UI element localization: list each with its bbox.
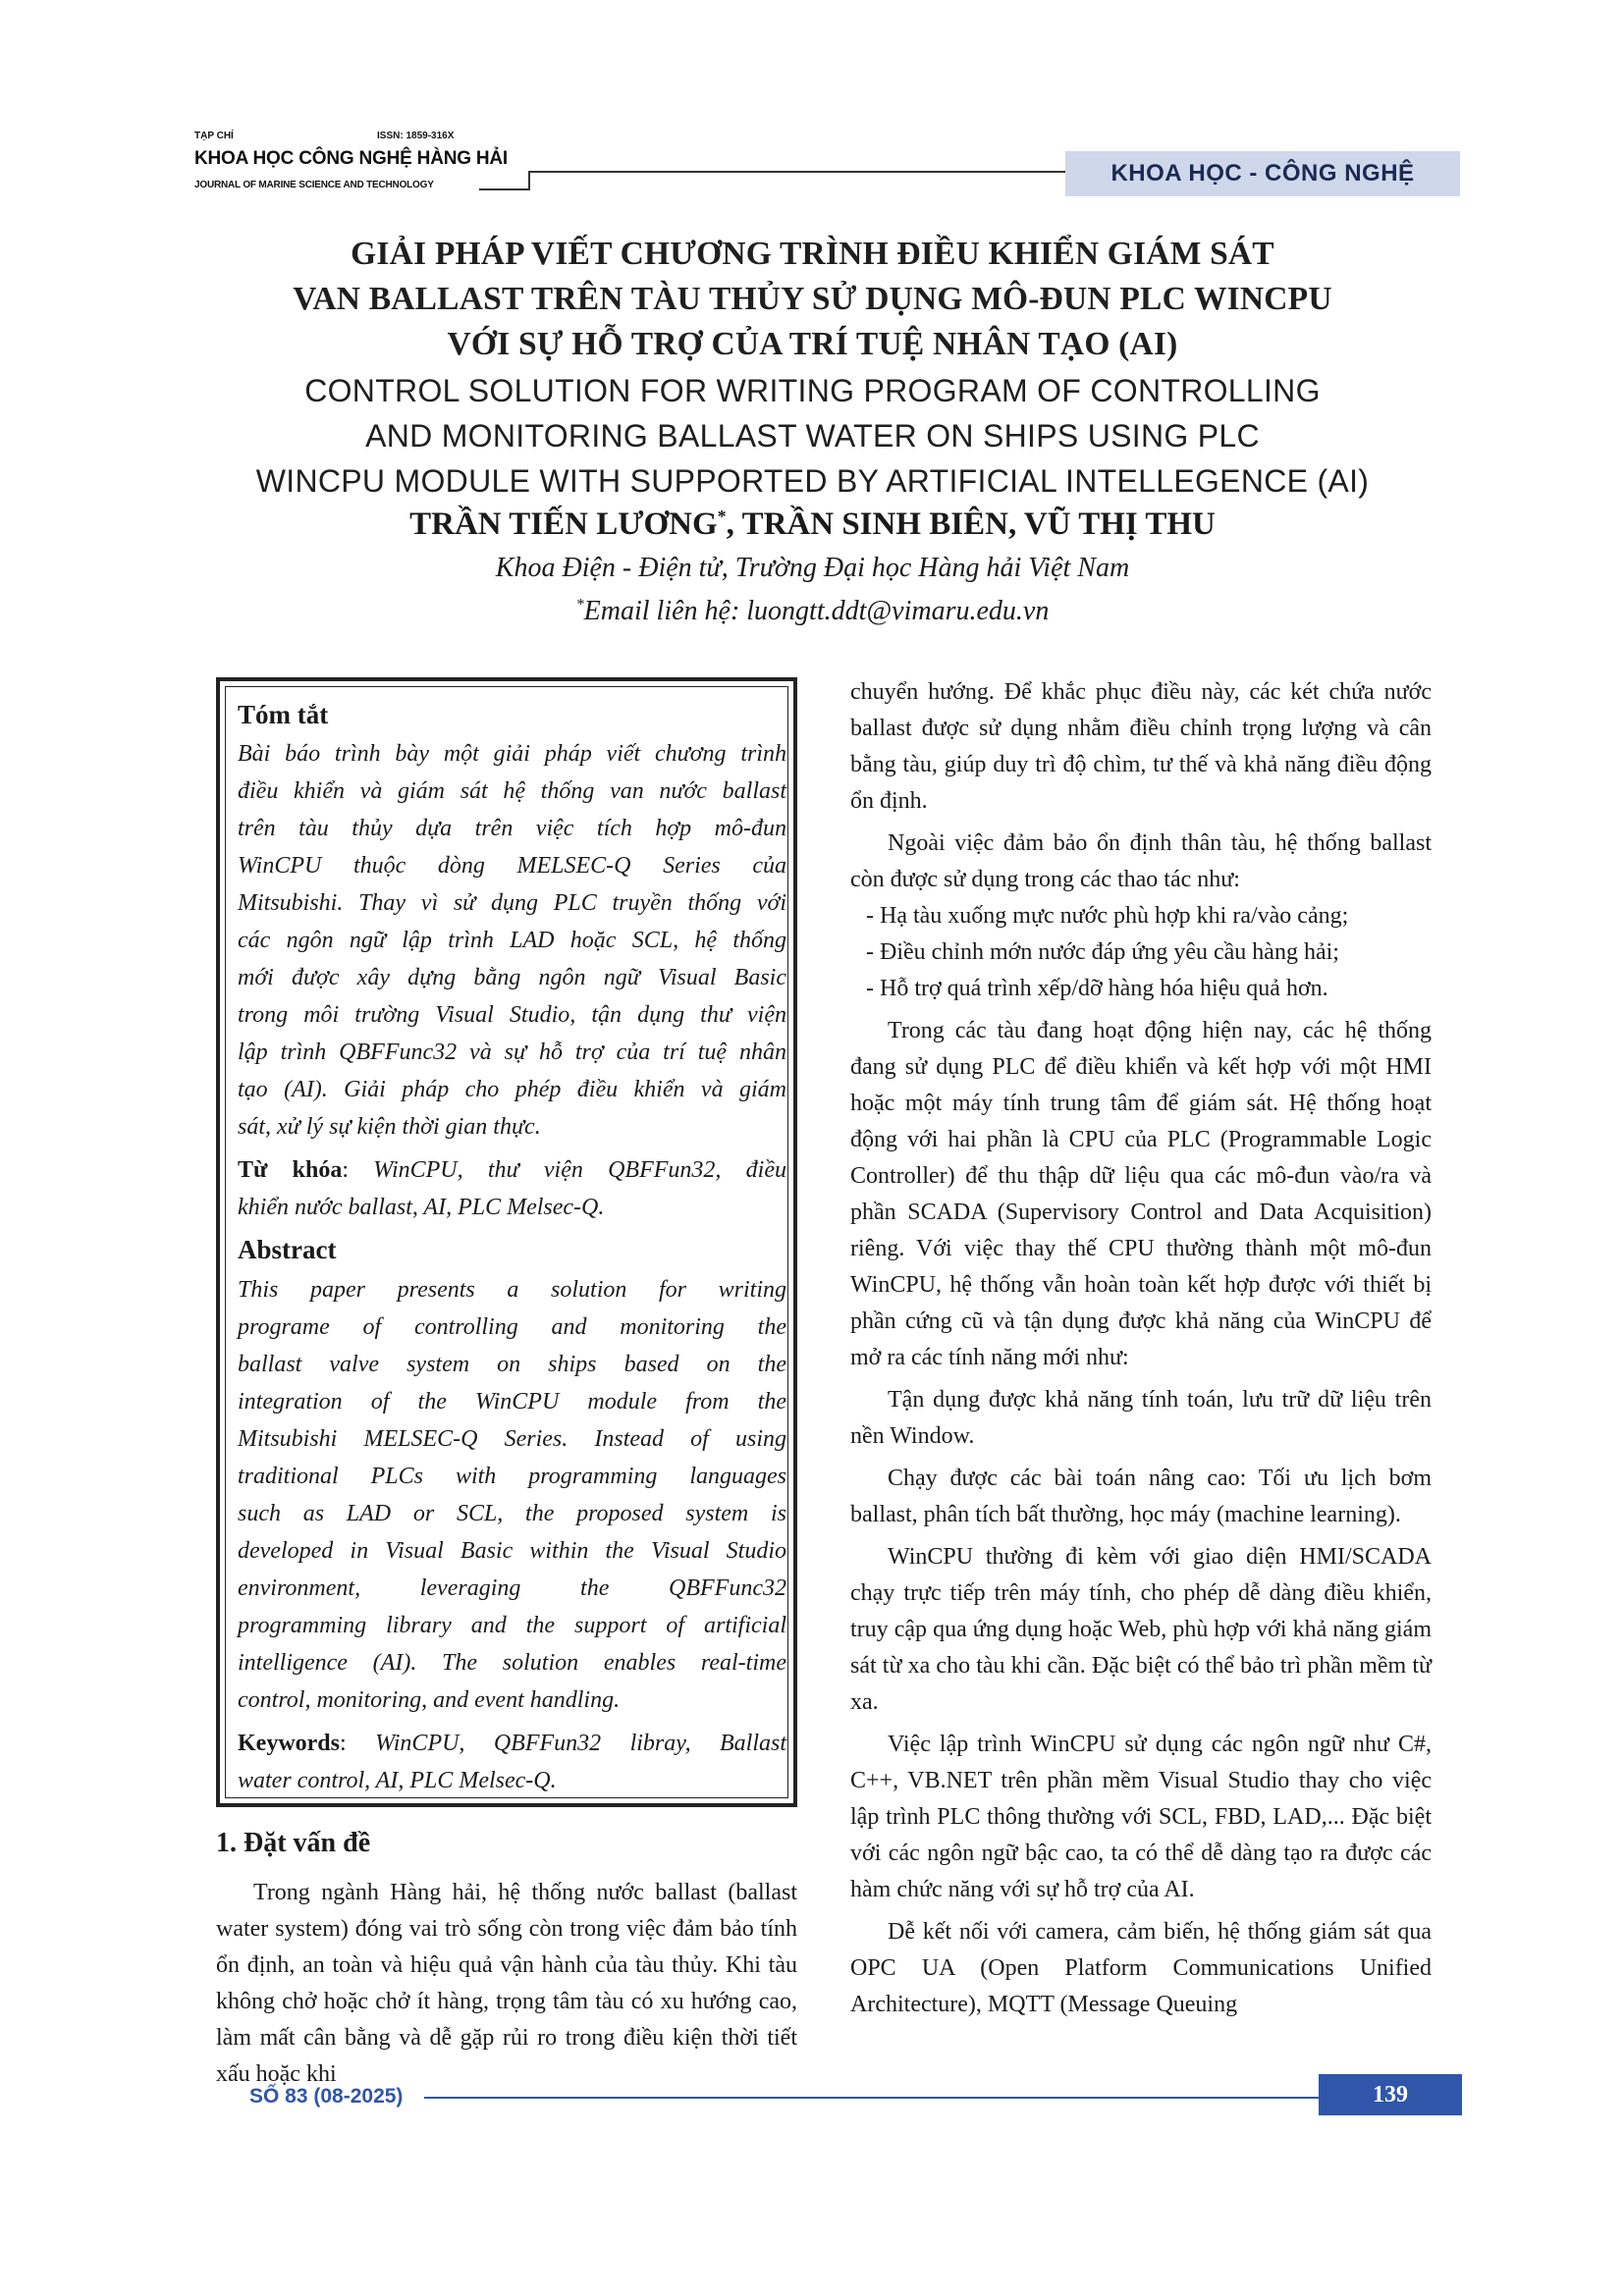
issue-number: SỐ 83 (08-2025) [249, 2085, 404, 2108]
page-number: 139 [1319, 2074, 1462, 2115]
journal-name: KHOA HỌC CÔNG NGHỆ HÀNG HẢI [194, 148, 509, 169]
title-vn-line-2: VAN BALLAST TRÊN TÀU THỦY SỬ DỤNG MÔ-ĐUN PLC WINCPU [293, 281, 1332, 317]
corresponding-mark: * [717, 507, 727, 526]
abstract-line: intelligence (AI). The solution enables real-time [238, 1650, 786, 1676]
list-item: - Hạ tàu xuống mực nước phù hợp khi ra/vào cảng; [850, 898, 1432, 934]
issn: ISSN: 1859-316X [377, 131, 455, 141]
title-vn-line-3: VỚI SỰ HỖ TRỢ CỦA TRÍ TUỆ NHÂN TẠO (AI) [447, 326, 1178, 362]
abstract-line: environment, leveraging the QBFFunc32 [238, 1575, 786, 1601]
keywords-en-label: Keywords [238, 1731, 340, 1756]
abstract-line: ballast valve system on ships based on the [238, 1352, 786, 1377]
email-text: Email liên hệ: luongtt.ddt@vimaru.edu.vn [583, 596, 1050, 626]
list-item: - Hỗ trợ quá trình xếp/dỡ hàng hóa hiệu quả hơn. [850, 971, 1432, 1007]
tomtat-heading: Tóm tắt [238, 700, 329, 729]
body-paragraph: Dễ kết nối với camera, cảm biến, hệ thống giám sát qua OPC UA (Open Platform Communications Unified Architecture), MQTT (Message Queuing [850, 1919, 1432, 2017]
journal-name-en: JOURNAL OF MARINE SCIENCE AND TECHNOLOGY [194, 180, 434, 190]
title-en-line-3: WINCPU MODULE WITH SUPPORTED BY ARTIFICIAL INTELLEGENCE (AI) [255, 463, 1370, 499]
affiliation: Khoa Điện - Điện tử, Trường Đại học Hàng hải Việt Nam [495, 553, 1130, 583]
title-en-line-1: CONTROL SOLUTION FOR WRITING PROGRAM OF CONTROLLING [304, 373, 1321, 408]
tomtat-line: lập trình QBFFunc32 và sự hỗ trợ của trí tuệ nhân [238, 1040, 786, 1065]
author-others: , TRẦN SINH BIÊN, VŨ THỊ THU [726, 507, 1216, 542]
tomtat-line: tạo (AI). Giải pháp cho phép điều khiển và giám [238, 1077, 786, 1102]
authors [196, 507, 1429, 543]
footer-rule [424, 2097, 1320, 2099]
abstract-line: traditional PLCs with programming languages [238, 1464, 786, 1489]
title-vn-line-1: GIẢI PHÁP VIẾT CHƯƠNG TRÌNH ĐIỀU KHIỂN GIÁM SÁT [351, 236, 1274, 272]
section-heading: 1. Đặt vấn đề [216, 1828, 371, 1858]
tomtat-line: điều khiển và giám sát hệ thống van nước ballast [238, 778, 786, 804]
keywords-vn-values: WinCPU, thư viện QBFFun32, điều [373, 1157, 786, 1183]
abstract-line: Mitsubishi MELSEC-Q Series. Instead of using [238, 1426, 786, 1452]
body-paragraph: Tận dụng được khả năng tính toán, lưu trữ dữ liệu trên nền Window. [850, 1387, 1432, 1449]
abstract-line: integration of the WinCPU module from the [238, 1389, 786, 1415]
body-paragraph: WinCPU thường đi kèm với giao diện HMI/SCADA chạy trực tiếp trên máy tính, cho phép dễ dàng điều khiển, truy cập qua ứng dụng hoặc Web, phù hợp với khả năng giám sát từ xa cho tàu khi cần. Đặc biệt có thể bảo trì phần mềm từ xa. [850, 1544, 1432, 1715]
abstract-line: programming library and the support of artificial [238, 1613, 786, 1638]
keywords-en [238, 1725, 786, 1799]
tomtat-line: mới được xây dựng bằng ngôn ngữ Visual Basic [238, 965, 786, 990]
body-paragraph: chuyển hướng. Để khắc phục điều này, các két chứa nước ballast được sử dụng nhằm điều chỉnh trọng lượng và cân bằng tàu, giúp duy trì độ chìm, tư thế và khả năng điều động ổn định. [850, 679, 1432, 814]
tomtat-line: Bài báo trình bày một giải pháp viết chương trình [238, 741, 786, 767]
abstract-line: programe of controlling and monitoring the [238, 1314, 786, 1340]
tomtat-line: trên tàu thủy dựa trên việc tích hợp mô-đun [238, 816, 786, 841]
abstract-heading: Abstract [238, 1235, 337, 1264]
abstract-line: This paper presents a solution for writing [238, 1277, 786, 1303]
body-paragraph: Trong ngành Hàng hải, hệ thống nước ballast (ballast water system) đóng vai trò sống còn trong việc đảm bảo tính ổn định, an toàn và hiệu quả vận hành của tàu thủy. Khi tàu không chở hoặc chở ít hàng, trọng tâm tàu có xu hướng cao, làm mất cân bằng và dễ gặp rủi ro trong điều kiện thời tiết xấu hoặc khi [216, 1880, 797, 2087]
abstract-box-content [238, 694, 786, 1799]
keywords-vn-label: Từ khóa [238, 1157, 343, 1183]
right-column [850, 674, 1432, 2023]
keywords-en-values: WinCPU, QBFFun32 libray, Ballast [375, 1731, 787, 1756]
body-paragraph: Trong các tàu đang hoạt động hiện nay, các hệ thống đang sử dụng PLC để điều khiển và kết hợp với một HMI hoặc một máy tính trung tâm để giám sát. Hệ thống hoạt động với hai phần là CPU của PLC (Programmable Logic Controller) để thu thập dữ liệu qua các mô-đun vào/ra và phần SCADA (Supervisory Control and Data Acquisition) riêng. Với việc thay thế CPU thường thành một mô-đun WinCPU, hệ thống vẫn hoàn toàn kết hợp được với thiết bị phần cứng cũ và tận dụng được khả năng của WinCPU để mở ra các tính năng mới như: [850, 1018, 1432, 1370]
abstract-line: developed in Visual Basic within the Visual Studio [238, 1538, 786, 1564]
author-main: TRẦN TIẾN LƯƠNG [409, 507, 718, 542]
title-en-line-2: AND MONITORING BALLAST WATER ON SHIPS USING PLC [365, 418, 1260, 454]
tomtat-line: Mitsubishi. Thay vì sử dụng PLC truyền thống với [238, 890, 786, 916]
bullet-list [850, 898, 1432, 1007]
journal-label: TẠP CHÍ [194, 131, 234, 141]
tomtat-line: sát, xử lý sự kiện thời gian thực. [238, 1114, 541, 1140]
contact-email [196, 596, 1429, 627]
keywords-vn-line: Từ khóa: WinCPU, thư viện QBFFun32, điều [238, 1157, 786, 1183]
keywords-vn [238, 1151, 786, 1226]
email-mark: * [575, 596, 584, 614]
tomtat-line: WinCPU thuộc dòng MELSEC-Q Series của [238, 853, 786, 879]
list-item: - Điều chỉnh mớn nước đáp ứng yêu cầu hàng hải; [850, 934, 1432, 971]
abstract-line: such as LAD or SCL, the proposed system is [238, 1501, 786, 1526]
header-rule-long [528, 171, 1066, 173]
abstract-text [238, 1271, 786, 1719]
abstract-line: control, monitoring, and event handling. [238, 1687, 621, 1713]
body-paragraph: Việc lập trình WinCPU sử dụng các ngôn ngữ như C#, C++, VB.NET trên phần mềm Visual Studio thay cho việc lập trình PLC thông thường với SCL, FBD, LAD,... Đặc biệt với các ngôn ngữ bậc cao, ta có thể dễ dàng tạo ra được các hàm chức năng với sự hỗ trợ của AI. [850, 1732, 1432, 1902]
keywords-vn-line: khiển nước ballast, AI, PLC Melsec-Q. [238, 1195, 605, 1220]
keywords-en-line: Keywords: WinCPU, QBFFun32 libray, Ballast [238, 1731, 787, 1756]
header-rule-step [528, 171, 530, 190]
tomtat-line: các ngôn ngữ lập trình LAD hoặc SCL, hệ thống [238, 928, 786, 953]
section-badge: KHOA HỌC - CÔNG NGHỆ [1065, 151, 1460, 196]
body-paragraph: Chạy được các bài toán nâng cao: Tối ưu lịch bơm ballast, phân tích bất thường, học máy (machine learning). [850, 1466, 1432, 1527]
keywords-en-line: water control, AI, PLC Melsec-Q. [238, 1768, 557, 1793]
tomtat-text [238, 735, 786, 1146]
body-paragraph: Ngoài việc đảm bảo ổn định thân tàu, hệ thống ballast còn được sử dụng trong các thao tác như: [850, 830, 1432, 892]
header-rule [479, 188, 530, 190]
tomtat-line: trong môi trường Visual Studio, tận dụng thư viện [238, 1002, 786, 1028]
